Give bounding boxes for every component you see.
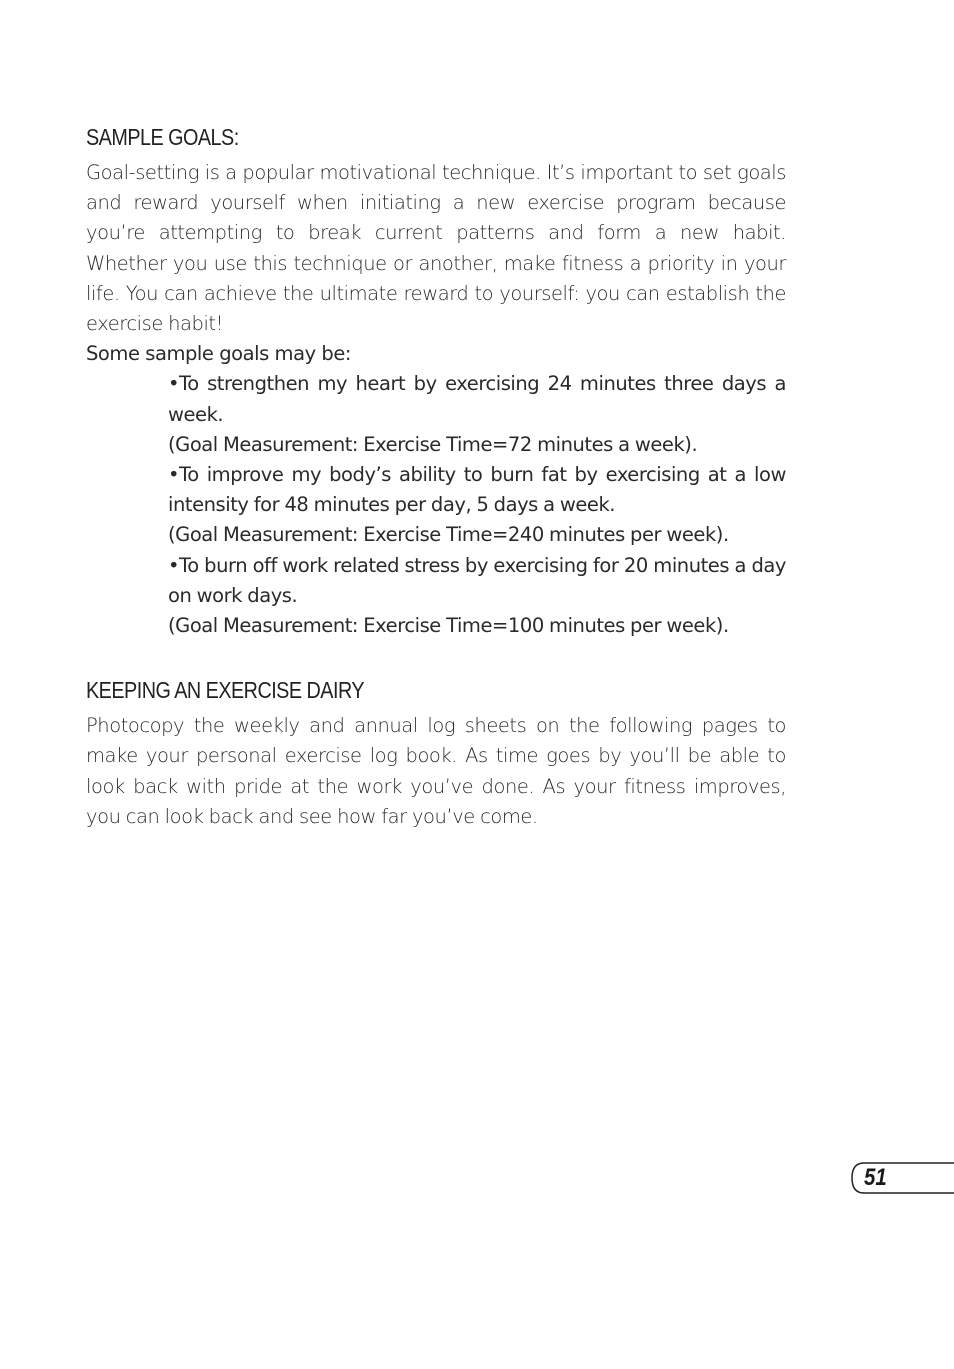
section-paragraph: Goal-setting is a popular motivational technique. It’s important to set goals and reward yourself when initiating a new exercise program because you’re attempting to break current patterns and form a new habit. Whether you use this technique or another, make fitness a priority in your life. You can achieve the ultimate reward to yourself: you can establish the exercise habit! — [86, 161, 786, 336]
goal-measurement: (Goal Measurement: Exercise Time=240 minutes per week). — [168, 523, 729, 547]
goals-intro: Some sample goals may be: — [86, 342, 352, 366]
goal-measurement: (Goal Measurement: Exercise Time=100 minutes per week). — [168, 614, 729, 638]
list-item — [168, 369, 786, 460]
goal-text: •To improve my body’s ability to burn fat by exercising at a low intensity for 48 minutes per day, 5 days a week. — [168, 463, 786, 517]
goal-text: •To strengthen my heart by exercising 24 minutes three days a week. — [168, 372, 786, 426]
section-heading: KEEPING AN EXERCISE DAIRY — [86, 677, 365, 704]
goal-text: •To burn off work related stress by exercising for 20 minutes a day on work days. — [168, 553, 786, 607]
section-heading: SAMPLE GOALS: — [86, 124, 239, 150]
page-number: 51 — [864, 1164, 887, 1191]
section-exercise-dairy — [86, 675, 786, 832]
goals-list — [86, 369, 786, 641]
goal-measurement: (Goal Measurement: Exercise Time=72 minutes a week). — [168, 432, 698, 456]
list-item — [168, 460, 786, 551]
section-sample-goals — [86, 122, 786, 641]
section-paragraph: Photocopy the weekly and annual log sheets on the following pages to make your personal exercise log book. As time goes by you’ll be able to look back with pride at the work you’ve done. As your fitness improves, you can look back and see how far you’ve come. — [86, 714, 786, 828]
page-content — [86, 122, 786, 832]
page-number-tab — [850, 1162, 954, 1194]
list-item — [168, 551, 786, 642]
